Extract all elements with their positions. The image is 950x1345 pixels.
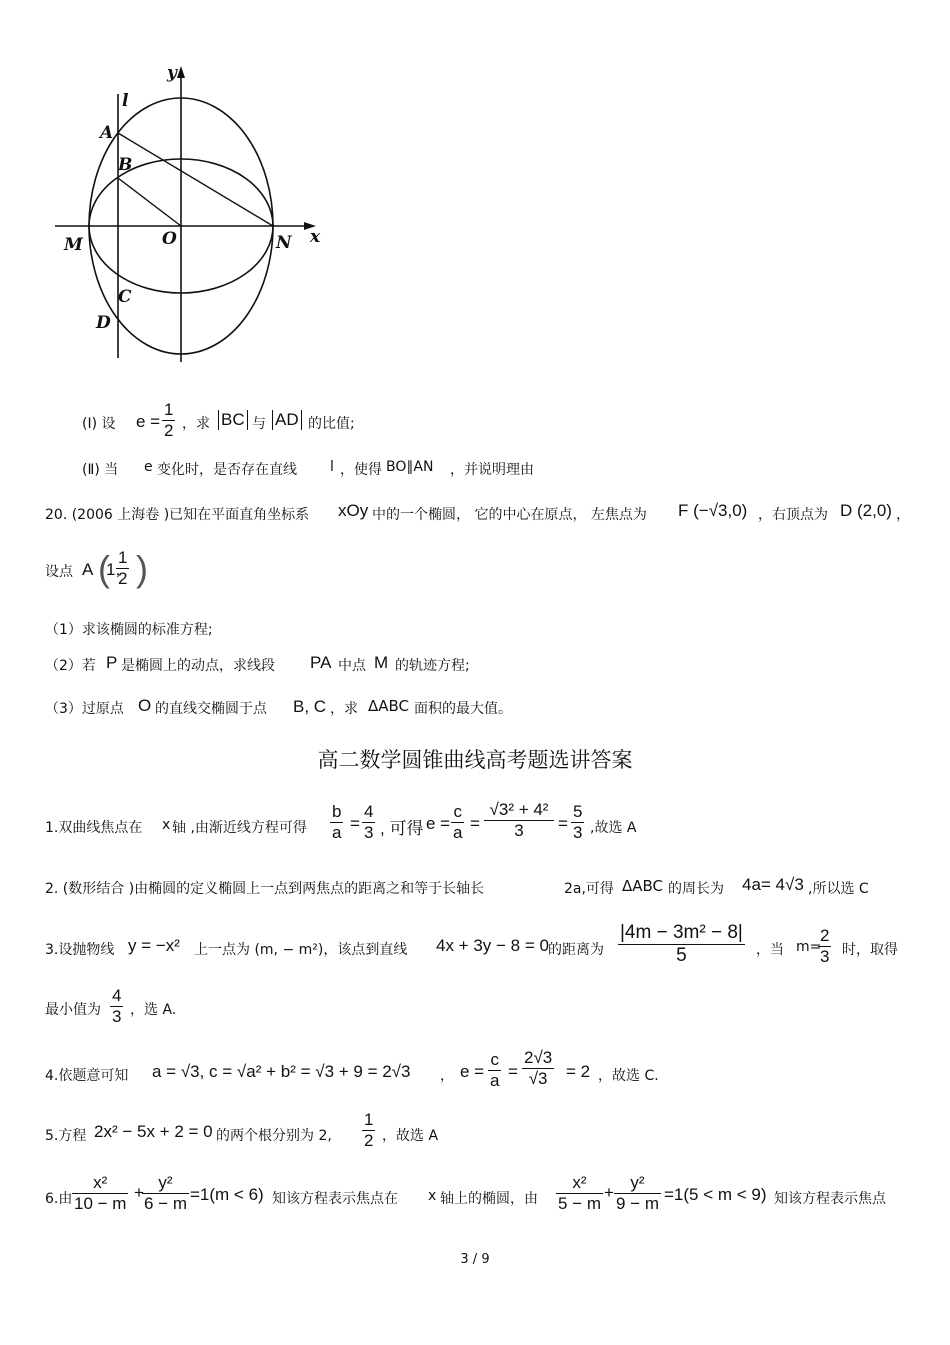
segment-BO [118, 178, 181, 226]
part2-text-f: ，并说明理由 [450, 462, 534, 478]
a1-f3n: c [453, 802, 462, 821]
q20-PA: PA [310, 653, 332, 672]
label-M: M [64, 235, 83, 255]
a4-frac-sqrt [522, 1048, 554, 1089]
a1-pre: 1.双曲线焦点在 [45, 820, 143, 836]
q20-M: M [374, 653, 389, 672]
a6-r1: =1(m < 6) [190, 1185, 264, 1204]
a6-f2n: y² [158, 1173, 173, 1192]
a3-vd: 3 [112, 1007, 122, 1026]
a3-line: 4x + 3y − 8 = 0 [436, 936, 549, 955]
y-axis-arrow [177, 66, 185, 78]
a4-pre: 4.依题意可知 [45, 1068, 129, 1084]
q20-sub3c: ，求 [330, 701, 358, 717]
a5-fd: 2 [364, 1131, 374, 1150]
a4-f2n: 2√3 [524, 1048, 553, 1067]
a2-end: ,所以选 C [808, 881, 869, 897]
q20-BC: B, C [293, 697, 327, 716]
a6-frac3 [556, 1173, 603, 1214]
a1-e: e = [426, 814, 451, 833]
q20-A1: 1, [106, 560, 121, 579]
a4-eq: a = √3, c = √a² + b² = √3 + 9 = 2√3 [152, 1062, 411, 1081]
a5-frac [362, 1110, 375, 1151]
q20-head: 20. (2006 上海卷 )已知在平面直角坐标系 [45, 507, 310, 523]
part2-text-b: 变化时，是否存在直线 [157, 462, 297, 478]
q20-sub2d: 的轨迹方程; [395, 658, 470, 674]
a3-parabola: y = −x² [128, 936, 180, 955]
part2-bo-an: BO∥AN [386, 459, 434, 475]
a4-e: e = [460, 1062, 485, 1081]
label-B: B [118, 155, 133, 175]
a2-2a: 2a,可得 [564, 881, 614, 897]
a1-f1d: a [332, 823, 342, 842]
a1-f5d: 3 [573, 823, 583, 842]
a3-t2: 的距离为 [548, 942, 604, 958]
a5-pre: 5.方程 [45, 1128, 87, 1144]
a2-pre: 2. (数形结合 )由椭圆的定义椭圆上一点到两焦点的距离之和等于长轴长 [45, 881, 485, 897]
a3-l2: 最小值为 [45, 1002, 101, 1018]
a5-end: ，故选 A [382, 1128, 439, 1144]
label-l: l [122, 91, 129, 111]
a6-t1: 知该方程表示焦点在 [272, 1191, 398, 1207]
right-paren: ) [136, 548, 148, 589]
a6-r2: =1(5 < m < 9) [664, 1185, 767, 1204]
a4-f2d: √3 [522, 1068, 554, 1089]
part1-den: 2 [164, 421, 174, 440]
a6-frac4 [614, 1173, 661, 1214]
part2-text-c: ，使得 [340, 462, 382, 478]
q20-sub3b: 的直线交椭圆于点 [155, 701, 267, 717]
a5-fn: 1 [364, 1110, 374, 1129]
a6-f1n: x² [93, 1173, 108, 1192]
answer-section-title: 高二数学圆锥曲线高考题选讲答案 [317, 748, 633, 772]
a3-mn: 2 [820, 926, 830, 945]
q20-t2: ，右顶点为 [758, 507, 828, 523]
a1-ke: , 可得 [380, 819, 424, 838]
abs-AD: AD [272, 410, 302, 430]
page-number: 3 / 9 [460, 1252, 490, 1267]
part1-yu: 与 [252, 416, 266, 432]
q20-O: O [138, 696, 152, 715]
abs-BC: BC [218, 410, 248, 430]
a1-frac-sqrt [484, 800, 554, 841]
a3-fn: |4m − 3m² − 8| [620, 922, 743, 943]
a2-abc: ΔABC [622, 877, 664, 895]
q20-P: P [106, 653, 118, 672]
a1-frac-4-3 [362, 802, 375, 843]
a6-t3: 知该方程表示焦点 [774, 1191, 886, 1207]
a6-pre: 6.由 [45, 1191, 73, 1207]
label-C: C [118, 287, 132, 307]
a1-f4n: √3² + 4² [489, 800, 549, 819]
part2-text: (Ⅱ) 当 [82, 462, 119, 478]
q20-ABC: ΔABC [368, 697, 410, 715]
q20-sub1: （1）求该椭圆的标准方程; [45, 622, 213, 638]
a1-x: x [162, 817, 171, 833]
q20-A-den: 2 [118, 569, 128, 588]
a3-t4: 时，取得 [842, 942, 898, 958]
q20-setA: 设点 [45, 564, 73, 580]
q20-focus: F (−√3,0) [678, 501, 748, 520]
q20-t1: 中的一个椭圆， 它的中心在原点， 左焦点为 [372, 507, 647, 523]
a4-eq2: = [508, 1062, 518, 1081]
a3-t3: ，当 [756, 942, 784, 958]
a3-vn: 4 [112, 986, 122, 1005]
a6-f1d: 10 − m [74, 1194, 127, 1213]
a3-md: 3 [820, 947, 830, 966]
a5-mid: 的两个根分别为 2, [216, 1128, 332, 1144]
left-paren: ( [98, 548, 110, 589]
a1-frac-c-a [451, 802, 464, 843]
part1-num: 1 [164, 400, 174, 419]
segment-AN [118, 133, 273, 226]
a1-f3d: a [453, 823, 463, 842]
a1-f2n: 4 [364, 802, 374, 821]
q20-sub2c: 中点 [338, 658, 366, 674]
a3-m-frac [818, 926, 831, 967]
q20-A-num: 1 [118, 548, 128, 567]
q20-sub2a: （2）若 [45, 658, 96, 674]
a6-x: x [428, 1188, 437, 1204]
q20-t3: ， [896, 507, 910, 523]
a4-f1d: a [490, 1071, 500, 1090]
a4-result: = 2 [566, 1062, 591, 1081]
a4-end: ，故选 C. [598, 1068, 659, 1084]
label-N: N [276, 233, 292, 253]
a6-plus: + [134, 1183, 144, 1202]
a4-frac-c-a [488, 1050, 501, 1091]
a1-eq1: = [350, 814, 360, 833]
a3-t1: 上一点为 (m, − m²)，该点到直线 [194, 942, 408, 958]
a6-frac2 [142, 1173, 189, 1214]
a1-frac-b-a [330, 802, 343, 843]
label-x: x [310, 227, 321, 247]
q20-sub2b: 是椭圆上的动点，求线段 [121, 658, 275, 674]
a4-f1n: c [490, 1050, 499, 1069]
part1-text-c: 的比值; [308, 416, 355, 432]
a1-mid: 轴 ,由渐近线方程可得 [172, 820, 307, 836]
a3-fd: 5 [618, 944, 745, 967]
part2-e: e [144, 459, 153, 475]
a6-plus2: + [604, 1183, 614, 1202]
part1-text: (Ⅰ) 设 [82, 416, 116, 432]
part2-l: l [330, 459, 334, 475]
a3-end: ，选 A. [130, 1002, 177, 1018]
a3-min-frac [110, 986, 123, 1027]
q20-xoy: xOy [338, 501, 369, 520]
part1-fraction [162, 400, 175, 441]
q20-A: A [82, 560, 94, 579]
q20-sub3d: 面积的最大值。 [414, 701, 512, 717]
label-A: A [100, 123, 114, 143]
a5-eq: 2x² − 5x + 2 = 0 [94, 1122, 213, 1141]
a1-f2d: 3 [364, 823, 374, 842]
a6-f2d: 6 − m [144, 1194, 187, 1213]
q20-vertex: D (2,0) [840, 501, 892, 520]
a6-frac1 [72, 1173, 128, 1214]
a6-f4n: y² [630, 1173, 645, 1192]
a3-distance-frac [618, 922, 745, 967]
a1-frac-5-3 [571, 802, 584, 843]
part1-text-b: ，求 [182, 416, 210, 432]
a1-end: ,故选 A [590, 820, 637, 836]
a2-mid: 的周长为 [668, 881, 724, 897]
a3-m: m= [796, 939, 822, 955]
label-y: y [167, 63, 177, 83]
a1-f4d: 3 [484, 820, 554, 841]
label-O: O [162, 229, 177, 249]
a6-f3n: x² [572, 1173, 587, 1192]
a6-f4d: 9 − m [616, 1194, 659, 1213]
a1-eq3: = [558, 814, 568, 833]
a1-f5n: 5 [573, 802, 583, 821]
q20-sub3a: （3）过原点 [45, 701, 124, 717]
a3-pre: 3.设抛物线 [45, 942, 115, 958]
a2-val: 4a= 4√3 [742, 875, 804, 894]
a1-eq2: = [470, 814, 480, 833]
part1-e: e = [136, 412, 161, 431]
q20-A-fraction [116, 548, 129, 589]
label-D: D [96, 313, 111, 333]
a6-t2: 轴上的椭圆，由 [440, 1191, 538, 1207]
ellipse-figure [50, 62, 340, 382]
a4-comma: ， [440, 1068, 454, 1084]
a6-f3d: 5 − m [558, 1194, 601, 1213]
a1-f1n: b [332, 802, 342, 821]
